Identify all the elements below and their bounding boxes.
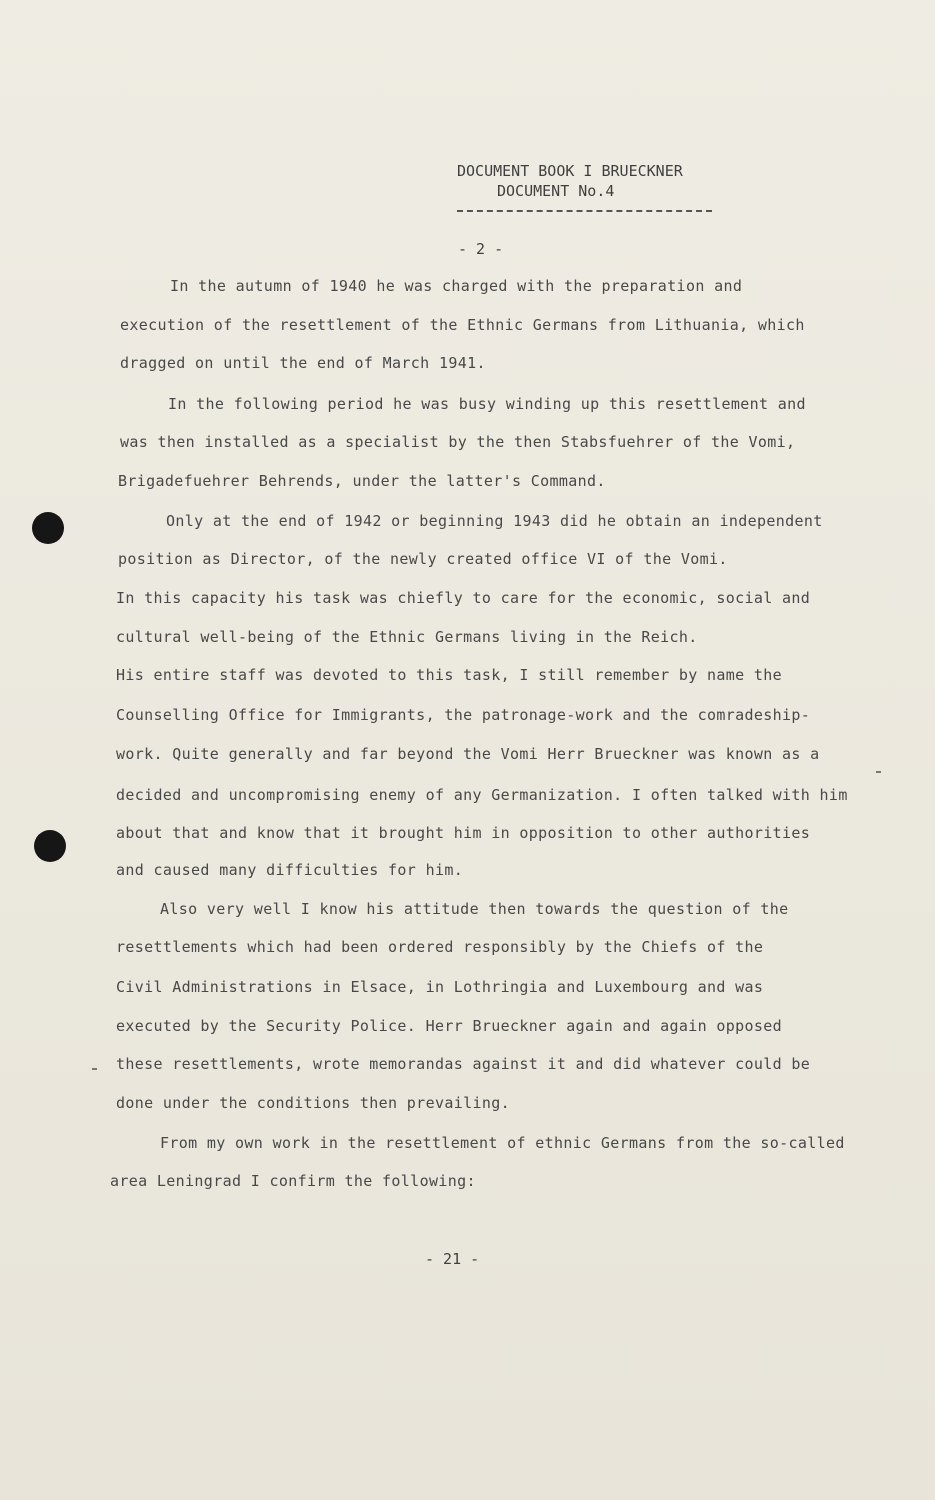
margin-mark bbox=[876, 771, 881, 773]
body-line: work. Quite generally and far beyond the Vomi Herr Brueckner was known as a bbox=[116, 745, 820, 763]
header-divider bbox=[457, 210, 712, 212]
body-line: His entire staff was devoted to this task, I still remember by name the bbox=[116, 666, 783, 684]
body-line: decided and uncompromising enemy of any Germanization. I often talked with him bbox=[116, 786, 848, 804]
body-line: area Leningrad I confirm the following: bbox=[110, 1172, 476, 1190]
body-line: dragged on until the end of March 1941. bbox=[120, 354, 486, 372]
body-line: done under the conditions then prevailing. bbox=[116, 1094, 510, 1112]
footer-page-number: - 21 - bbox=[425, 1250, 480, 1268]
body-line: Only at the end of 1942 or beginning 1943 did he obtain an independent bbox=[166, 512, 823, 530]
body-line: these resettlements, wrote memorandas against it and did whatever could be bbox=[116, 1055, 811, 1073]
body-line: about that and know that it brought him in opposition to other authorities bbox=[116, 824, 811, 842]
punch-hole bbox=[32, 512, 64, 544]
body-line: In this capacity his task was chiefly to care for the economic, social and bbox=[116, 589, 811, 607]
margin-mark bbox=[92, 1068, 97, 1070]
body-line: and caused many difficulties for him. bbox=[116, 861, 464, 879]
punch-hole bbox=[34, 830, 66, 862]
body-line: Counselling Office for Immigrants, the patronage-work and the comradeship- bbox=[116, 706, 811, 724]
body-line: Civil Administrations in Elsace, in Lothringia and Luxembourg and was bbox=[116, 978, 764, 996]
body-line: Brigadefuehrer Behrends, under the latter's Command. bbox=[118, 472, 606, 490]
body-line: resettlements which had been ordered responsibly by the Chiefs of the bbox=[116, 938, 764, 956]
body-line: In the autumn of 1940 he was charged with the preparation and bbox=[170, 277, 743, 295]
body-line: Also very well I know his attitude then towards the question of the bbox=[160, 900, 789, 918]
body-line: execution of the resettlement of the Ethnic Germans from Lithuania, which bbox=[120, 316, 805, 334]
body-line: position as Director, of the newly created office VI of the Vomi. bbox=[118, 550, 728, 568]
document-number: DOCUMENT No.4 bbox=[497, 182, 615, 200]
body-line: cultural well-being of the Ethnic Germans living in the Reich. bbox=[116, 628, 698, 646]
page-number: - 2 - bbox=[458, 240, 504, 258]
body-line: From my own work in the resettlement of ethnic Germans from the so-called bbox=[160, 1134, 845, 1152]
body-line: executed by the Security Police. Herr Brueckner again and again opposed bbox=[116, 1017, 783, 1035]
body-line: was then installed as a specialist by the then Stabsfuehrer of the Vomi, bbox=[120, 433, 796, 451]
body-line: In the following period he was busy winding up this resettlement and bbox=[168, 395, 806, 413]
document-book-title: DOCUMENT BOOK I BRUECKNER bbox=[457, 162, 683, 180]
